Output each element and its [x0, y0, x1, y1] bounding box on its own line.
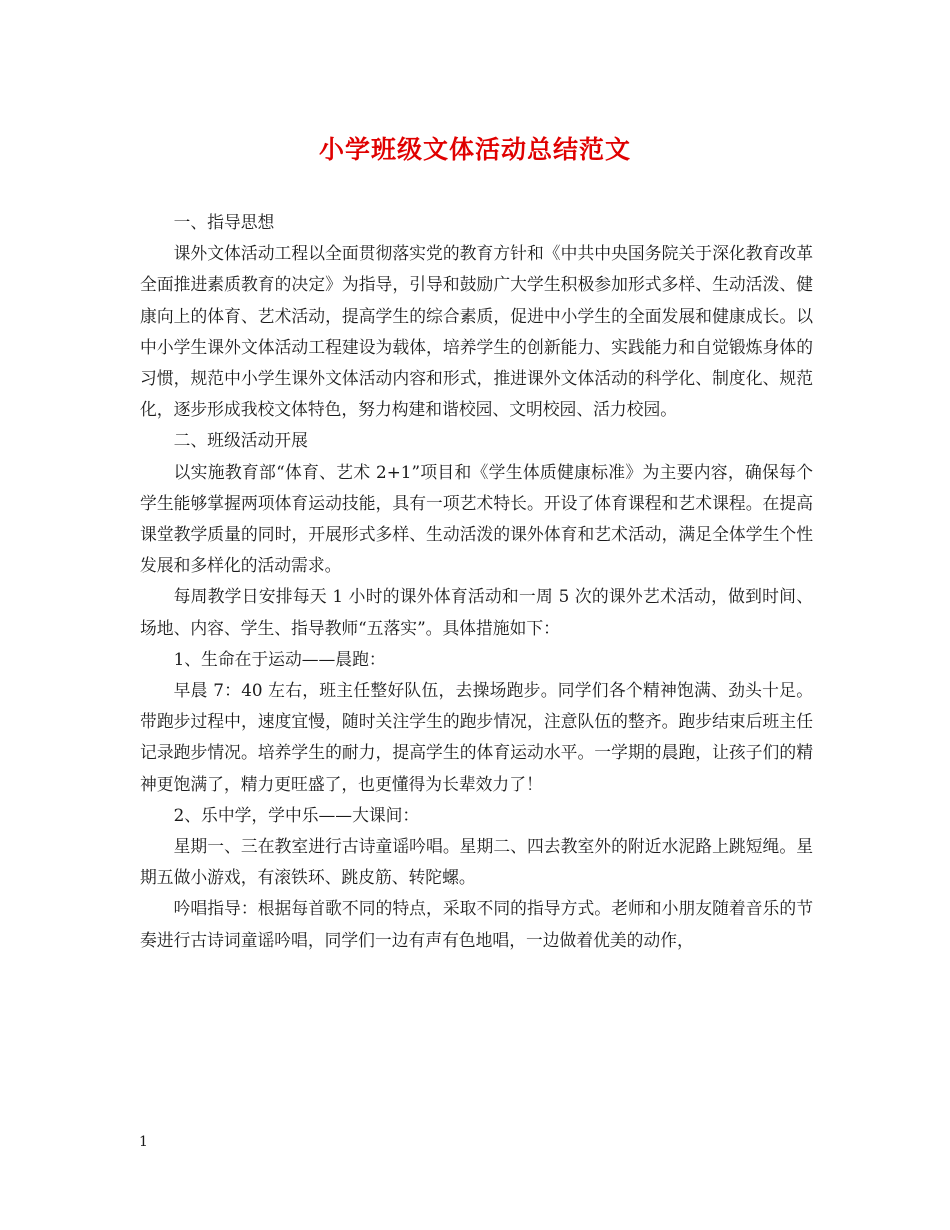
- section-heading: 二、班级活动开展: [173, 430, 308, 451]
- subsection-heading: 2、乐中学，学中乐——大课间：: [173, 804, 420, 825]
- document-title: 小学班级文体活动总结范文: [318, 135, 631, 164]
- document-body: [140, 207, 813, 956]
- body-paragraph: 课外文体活动工程以全面贯彻落实党的教育方针和《中共中央国务院关于深化教育改革全面推进素质教育的决定》为指导，引导和鼓励广大学生积极参加形式多样、生动活泼、健康向上的体育、艺术活动，提高学生的综合素质，促进中小学生的全面发展和健康成长。以中小学生课外文体活动工程建设为载体，培养学生的创新能力、实践能力和自觉锻炼身体的习惯，规范中小学生课外文体活动内容和形式，推进课外文体活动的科学化、制度化、规范化，逐步形成我校文体特色，努力构建和谐校园、文明校园、活力校园。: [140, 243, 813, 420]
- body-paragraph: 吟唱指导：根据每首歌不同的特点，采取不同的指导方式。老师和小朋友随着音乐的节奏进行古诗词童谣吟唱，同学们一边有声有色地唱，一边做着优美的动作，: [140, 898, 813, 950]
- body-paragraph: 早晨 7：40 左右，班主任整好队伍，去操场跑步。同学们各个精神饱满、劲头十足。带跑步过程中，速度宜慢，随时关注学生的跑步情况，注意队伍的整齐。跑步结束后班主任记录跑步情况。培养学生的耐力，提高学生的体育运动水平。一学期的晨跑，让孩子们的精神更饱满了，精力更旺盛了，也更懂得为长辈效力了！: [140, 680, 813, 794]
- subsection-heading: 1、生命在于运动——晨跑：: [173, 648, 386, 669]
- body-paragraph: 星期一、三在教室进行古诗童谣吟唱。星期二、四去教室外的附近水泥路上跳短绳。星期五做小游戏，有滚铁环、跳皮筋、转陀螺。: [140, 836, 813, 888]
- body-paragraph: 以实施教育部“体育、艺术 2+1”项目和《学生体质健康标准》为主要内容，确保每个学生能够掌握两项体育运动技能，具有一项艺术特长。开设了体育课程和艺术课程。在提高课堂教学质量的同时，开展形式多样、生动活泼的课外体育和艺术活动，满足全体学生个性发展和多样化的活动需求。: [140, 461, 813, 576]
- page-number: 1: [139, 1134, 148, 1150]
- body-paragraph: 每周教学日安排每天 1 小时的课外体育活动和一周 5 次的课外艺术活动，做到时间、场地、内容、学生、指导教师“五落实”。具体措施如下：: [140, 586, 813, 638]
- section-heading: 一、指导思想: [173, 212, 275, 232]
